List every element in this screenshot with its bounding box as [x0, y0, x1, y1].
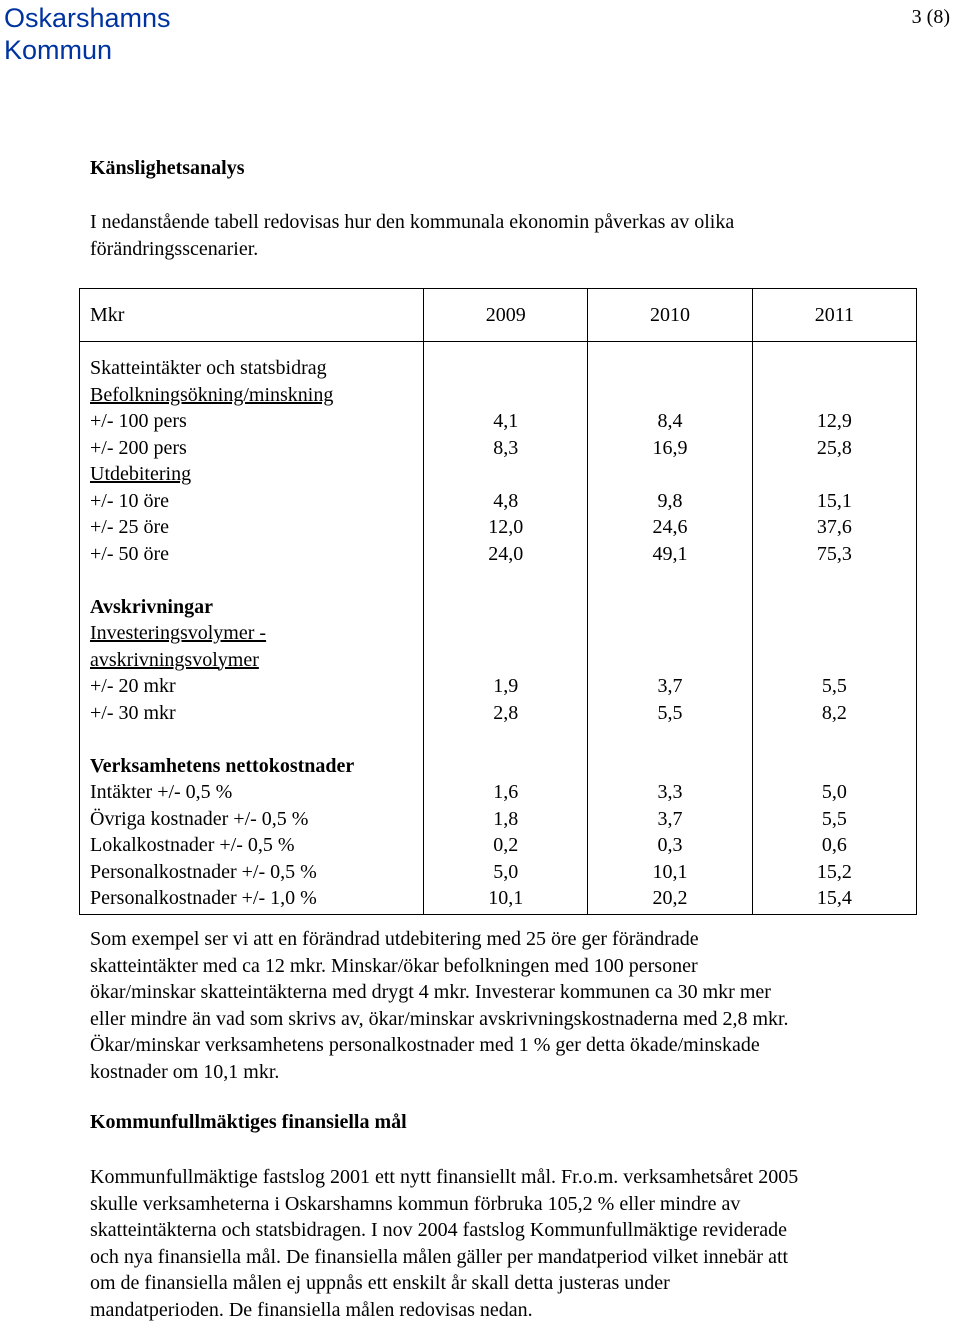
row-label: Lokalkostnader +/- 0,5 %: [90, 834, 295, 856]
intro-line: förändringsscenarier.: [90, 237, 259, 260]
cell-value: 0,6: [821, 834, 847, 856]
table-body-row: [80, 342, 917, 915]
financial-goals-paragraph: [90, 1164, 920, 1323]
header-cell-2010: 2010: [588, 289, 752, 342]
cell-value: 3,7: [657, 675, 683, 697]
cell-value: 12,0: [488, 516, 524, 538]
cell-value: 2,8: [493, 701, 519, 724]
row-label: Intäkter +/- 0,5 %: [90, 781, 233, 803]
cell-value: 8,4: [657, 410, 683, 432]
header-cell-mkr: Mkr: [80, 289, 424, 342]
paragraph-line: eller mindre än vad som skrivs av, ökar/minskar avskrivningskostnaderna med 2,8 mkr.: [90, 1007, 789, 1030]
paragraph-line: om de finansiella målen ej uppnås ett enskilt år skall detta justeras under: [90, 1272, 670, 1294]
paragraph-line: Kommunfullmäktige fastslog 2001 ett nytt finansiellt mål. Fr.o.m. verksamhetsåret 2005: [90, 1166, 799, 1188]
paragraph-line: och nya finansiella mål. De finansiella målen gäller per mandatperiod vilket innebär att: [90, 1245, 789, 1268]
row-label: +/- 20 mkr: [90, 675, 176, 697]
subgroup-population: Befolkningsökning/minskning: [90, 383, 334, 406]
paragraph-line: Som exempel ser vi att en förändrad utdebitering med 25 öre ger förändrade: [90, 928, 699, 950]
label-column: [80, 342, 424, 915]
cell-value: 8,3: [493, 436, 519, 459]
row-label: +/- 10 öre: [90, 489, 170, 512]
group-title-depreciation: Avskrivningar: [90, 595, 213, 618]
org-name-line2: Kommun: [4, 35, 113, 65]
org-name-line1: Oskarshamns: [4, 3, 171, 33]
row-label: +/- 100 pers: [90, 410, 187, 432]
section-title-sensitivity: Känslighetsanalys: [90, 157, 245, 179]
cell-value: 4,8: [493, 489, 519, 512]
subgroup-investment: Investeringsvolymer -: [90, 622, 267, 644]
group-title-net-costs: Verksamhetens nettokostnader: [90, 754, 355, 777]
cell-value: 5,5: [821, 807, 847, 830]
cell-value: 0,2: [493, 834, 519, 856]
paragraph-line: mandatperioden. De finansiella målen redovisas nedan.: [90, 1298, 533, 1321]
paragraph-line: skatteintäkterna och statsbidragen. I nov 2004 fastslog Kommunfullmäktige reviderade: [90, 1219, 788, 1241]
cell-value: 8,2: [821, 701, 847, 724]
cell-value: 49,1: [652, 542, 688, 565]
cell-value: 15,2: [816, 860, 852, 883]
paragraph-line: kostnader om 10,1 mkr.: [90, 1060, 280, 1083]
cell-value: 4,1: [493, 410, 519, 432]
cell-value: 5,5: [821, 675, 847, 697]
header-cell-2011: 2011: [752, 289, 916, 342]
cell-value: 3,7: [657, 807, 683, 830]
cell-value: 1,6: [493, 781, 519, 803]
paragraph-line: skatteintäkter med ca 12 mkr. Minskar/ökar befolkningen med 100 personer: [90, 954, 698, 977]
row-label: +/- 200 pers: [90, 436, 187, 459]
row-label: +/- 30 mkr: [90, 701, 176, 724]
row-label: Personalkostnader +/- 0,5 %: [90, 860, 317, 883]
sensitivity-table: [79, 288, 917, 915]
row-label: Övriga kostnader +/- 0,5 %: [90, 807, 309, 830]
intro-paragraph: [90, 209, 920, 262]
values-column-2010: [588, 342, 752, 915]
cell-value: 0,3: [657, 834, 683, 856]
cell-value: 5,0: [821, 781, 847, 803]
row-label: Personalkostnader +/- 1,0 %: [90, 887, 317, 909]
paragraph-line: Ökar/minskar verksamhetens personalkostnader med 1 % ger detta ökade/minskade: [90, 1034, 760, 1056]
cell-value: 25,8: [816, 436, 852, 459]
row-label: +/- 25 öre: [90, 516, 170, 538]
page-number: 3 (8): [911, 6, 950, 28]
cell-value: 16,9: [652, 436, 688, 459]
cell-value: 1,8: [493, 807, 519, 830]
paragraph-line: skulle verksamheterna i Oskarshamns kommun förbruka 105,2 % eller mindre av: [90, 1192, 741, 1215]
header-cell-2009: 2009: [424, 289, 588, 342]
cell-value: 24,0: [488, 542, 524, 565]
cell-value: 20,2: [652, 887, 688, 909]
subgroup-investment-cont: avskrivningsvolymer: [90, 648, 259, 671]
cell-value: 10,1: [652, 860, 688, 883]
row-label: +/- 50 öre: [90, 542, 170, 565]
example-paragraph: [90, 926, 920, 1085]
cell-value: 5,0: [493, 860, 519, 883]
cell-value: 75,3: [816, 542, 852, 565]
cell-value: 1,9: [493, 675, 519, 697]
cell-value: 9,8: [657, 489, 683, 512]
cell-value: 37,6: [816, 516, 852, 538]
cell-value: 3,3: [657, 781, 683, 803]
organization-name: [4, 2, 171, 66]
group-title-tax: Skatteintäkter och statsbidrag: [90, 357, 327, 379]
cell-value: 15,4: [816, 887, 852, 909]
cell-value: 24,6: [652, 516, 688, 538]
subgroup-tax-rate: Utdebitering: [90, 463, 192, 485]
intro-line: I nedanstående tabell redovisas hur den kommunala ekonomin påverkas av olika: [90, 211, 735, 233]
cell-value: 10,1: [488, 887, 524, 909]
cell-value: 15,1: [816, 489, 852, 512]
values-column-2009: [424, 342, 588, 915]
paragraph-line: ökar/minskar skatteintäkterna med drygt 4 mkr. Investerar kommunen ca 30 mkr mer: [90, 981, 771, 1003]
cell-value: 5,5: [657, 701, 683, 724]
cell-value: 12,9: [816, 410, 852, 432]
values-column-2011: [752, 342, 916, 915]
table-header-row: [80, 289, 917, 342]
section-title-financial-goals: Kommunfullmäktiges finansiella mål: [90, 1111, 407, 1133]
